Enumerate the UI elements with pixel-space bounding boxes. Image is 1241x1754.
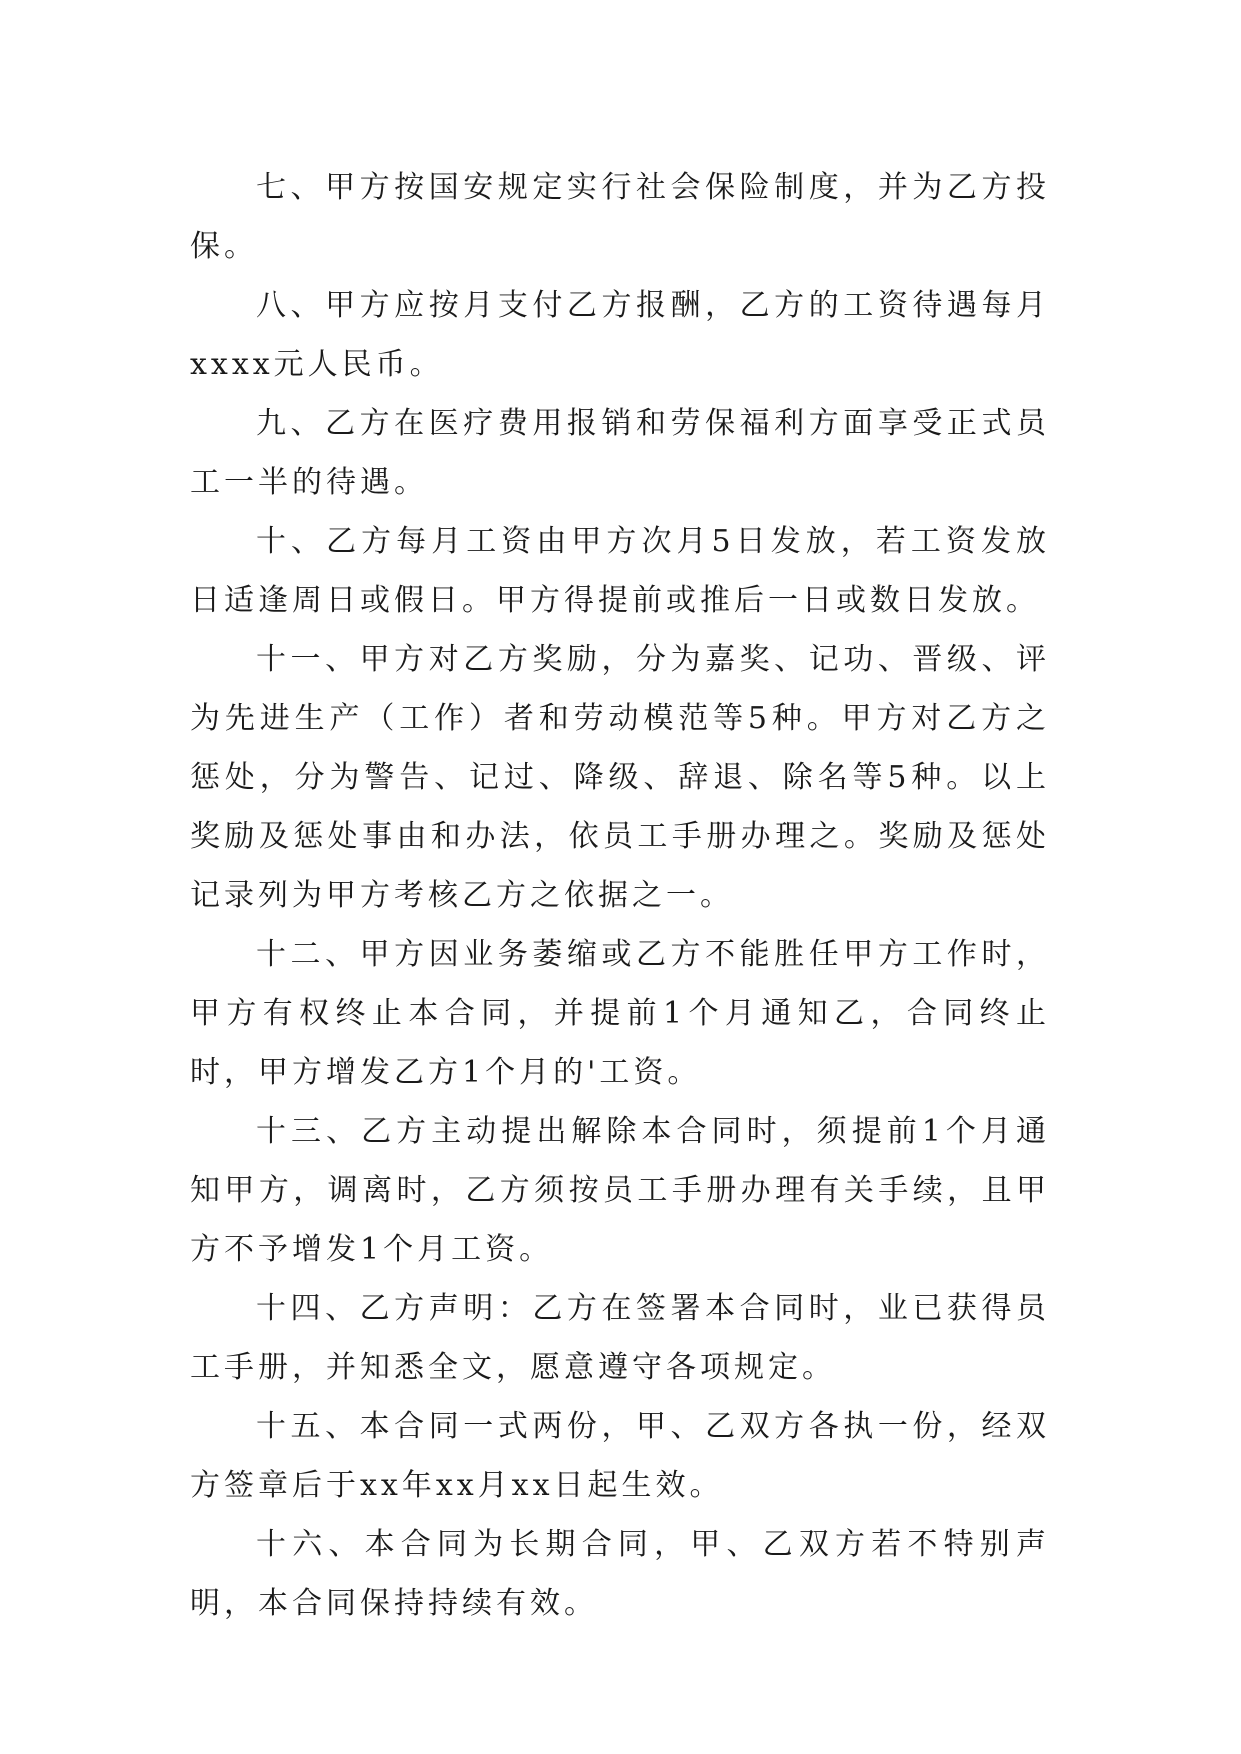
clause-12: 十二、甲方因业务萎缩或乙方不能胜任甲方工作时，甲方有权终止本合同，并提前1个月通知乙，合同终止时，甲方增发乙方1个月的'工资。 <box>190 937 1050 1090</box>
clause-16: 十六、本合同为长期合同，甲、乙双方若不特别声明，本合同保持持续有效。 <box>190 1527 1050 1621</box>
contract-body <box>190 158 1050 1633</box>
clause-8: 八、甲方应按月支付乙方报酬，乙方的工资待遇每月xxxx元人民币。 <box>190 288 1050 382</box>
clause-7: 七、甲方按国安规定实行社会保险制度，并为乙方投保。 <box>190 170 1050 264</box>
clause-15: 十五、本合同一式两份，甲、乙双方各执一份，经双方签章后于xx年xx月xx日起生效。 <box>190 1409 1050 1503</box>
clause-13: 十三、乙方主动提出解除本合同时，须提前1个月通知甲方，调离时，乙方须按员工手册办理有关手续，且甲方不予增发1个月工资。 <box>190 1114 1050 1267</box>
clause-11: 十一、甲方对乙方奖励，分为嘉奖、记功、晋级、评为先进生产（工作）者和劳动模范等5种。甲方对乙方之惩处，分为警告、记过、降级、辞退、除名等5种。以上奖励及惩处事由和办法，依员工手册办理之。奖励及惩处记录列为甲方考核乙方之依据之一。 <box>190 642 1050 913</box>
clause-10: 十、乙方每月工资由甲方次月5日发放，若工资发放日适逢周日或假日。甲方得提前或推后一日或数日发放。 <box>190 524 1050 618</box>
clause-9: 九、乙方在医疗费用报销和劳保福利方面享受正式员工一半的待遇。 <box>190 406 1050 500</box>
clause-14: 十四、乙方声明：乙方在签署本合同时，业已获得员工手册，并知悉全文，愿意遵守各项规定。 <box>190 1291 1050 1385</box>
